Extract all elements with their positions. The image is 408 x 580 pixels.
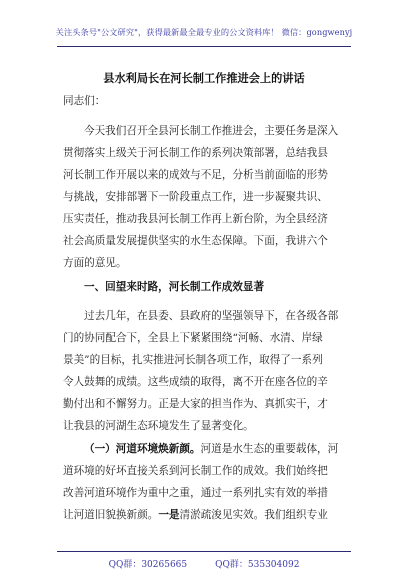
paragraph-line: 河长制工作开展以来的成效与不足，分析当前面临的形势 (63, 169, 328, 181)
paragraph-text: 清淤疏浚见实效。我们组织专业 (179, 509, 328, 521)
paragraph-line: 令人鼓舞的成绩。这些成绩的取得，离不开在座各位的辛 (63, 376, 328, 388)
subsection1-paragraph (63, 438, 345, 526)
salutation-block (63, 90, 345, 112)
list-marker: 一是 (158, 509, 180, 521)
paragraph-line: 改善河道环境作为重中之重，通过一系列扎实有效的举措 (63, 487, 328, 499)
paragraph-text: 河道是水生态的重要载体，河 (200, 443, 339, 455)
paragraph-line: 与挑战，安排部署下一阶段重点工作，进一步凝聚共识、 (63, 191, 328, 203)
paragraph-line: 压实责任，推动我县河长制工作再上新台阶，为全县经济 (63, 213, 328, 225)
paragraph-line: 让我县的河湖生态环境发生了显著变化。 (63, 420, 254, 432)
paragraph-line: 过去几年，在县委、县政府的坚强领导下，在各级各部 (84, 310, 339, 322)
footer-qq-1: QQ群：30265665 (108, 560, 188, 570)
intro-paragraph (63, 120, 345, 274)
paragraph-line: 社会高质量发展提供坚实的水生态保障。下面，我讲六个 (63, 235, 328, 247)
document-title: 县水利局长在河长制工作推进会上的讲话 (103, 71, 305, 85)
paragraph-line: 门的协同配合下，全县上下紧紧围绕“河畅、水清、岸绿 (63, 332, 323, 344)
paragraph-line (63, 438, 345, 460)
paragraph-line: 今天我们召开全县河长制工作推进会，主要任务是深入 (84, 125, 339, 137)
header-banner: 关注头条号"公文研究"，获得最新最全最专业的公文资料库！ 微信：gongwenyj (55, 27, 353, 37)
paragraph-text: 让河道旧貌换新颜。 (63, 509, 159, 521)
section1-paragraph (63, 305, 345, 437)
paragraph-line: 道环境的好坏直接关系到河长制工作的成效。我们始终把 (63, 465, 328, 477)
footer-divider (57, 551, 351, 552)
salutation: 同志们： (63, 95, 106, 107)
paragraph-line: 勤付出和不懈努力。正是大家的担当作为、真抓实干，才 (63, 398, 328, 410)
paragraph-line (63, 504, 345, 526)
footer-qq-2: QQ群：535304092 (215, 560, 300, 570)
paragraph-line: 方面的意见。 (63, 257, 127, 269)
paragraph-line: 贯彻落实上级关于河长制工作的系列决策部署，总结我县 (63, 147, 328, 159)
section-heading: 一、回望来时路，河长制工作成效显著 (84, 281, 265, 293)
subsection-heading: （一）河道环境焕新颜。 (84, 443, 201, 455)
header-divider (57, 46, 351, 47)
section-heading-block (63, 276, 345, 298)
footer-contacts (0, 557, 408, 570)
paragraph-line: 景美”的目标，扎实推进河长制各项工作，取得了一系列 (63, 354, 323, 366)
